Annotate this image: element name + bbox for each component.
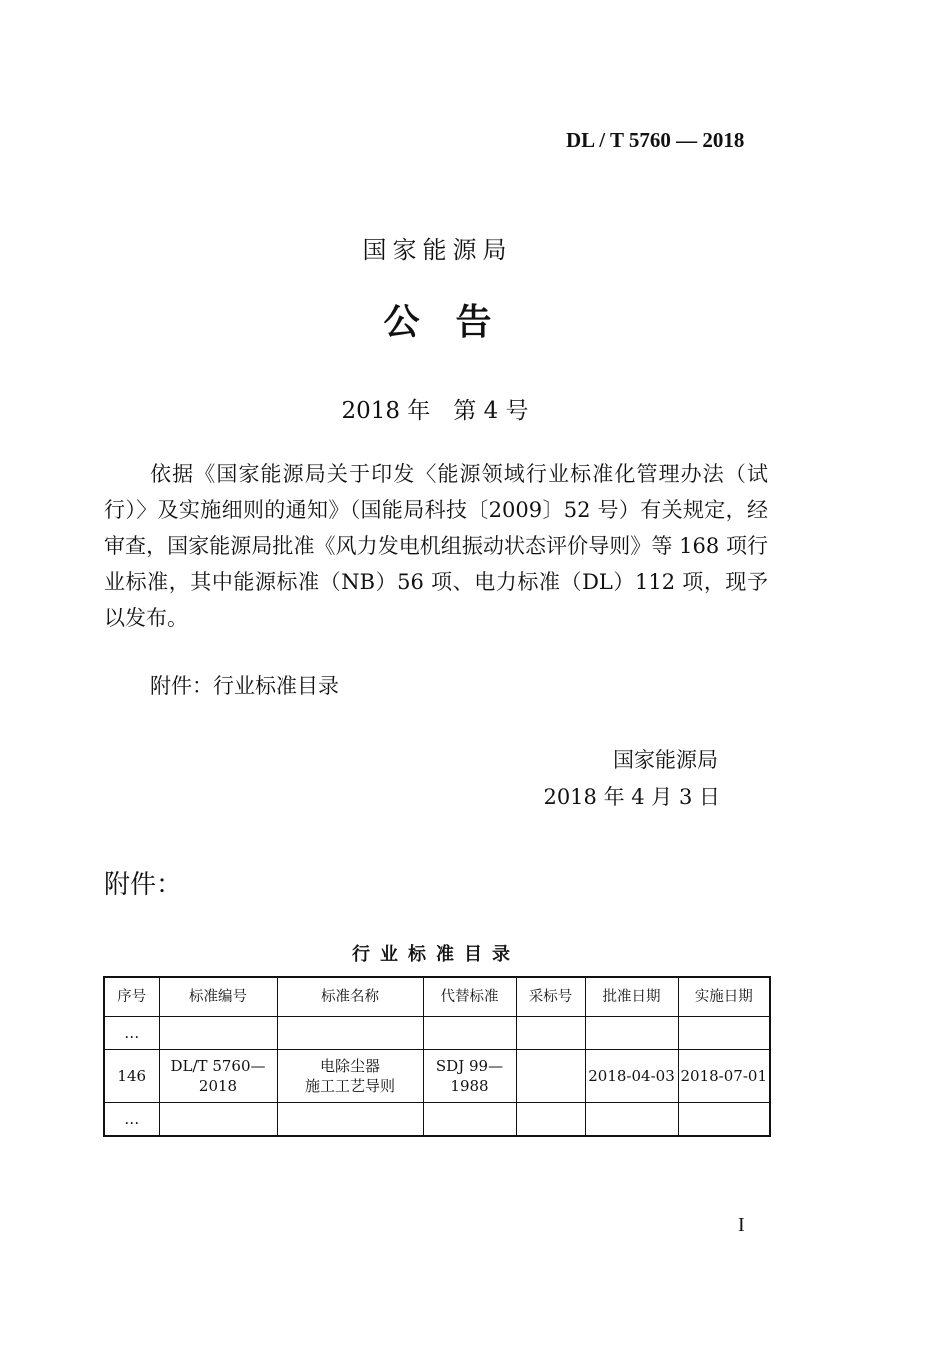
cell-replaces: [423, 1103, 516, 1137]
issuing-agency: 国家能源局: [362, 236, 513, 264]
notice-body: 依据《国家能源局关于印发〈能源领域行业标准化管理办法（试行）〉及实施细则的通知》（国能局科技〔2009〕52 号）有关规定，经审查，国家能源局批准《风力发电机组振动状态评价导则》等 168 项行业标准，其中能源标准（NB）56 项、电力标准（DL）112 项，现予以发布。: [104, 462, 768, 630]
table-title: 行业标准目录: [352, 944, 520, 965]
cell-name: [277, 1017, 423, 1050]
cell-name-line: 电除尘器: [319, 1057, 380, 1075]
page-number: I: [738, 1214, 745, 1236]
column-header: 批准日期: [585, 977, 678, 1017]
cell-replaces: [423, 1017, 516, 1050]
standards-table: [103, 976, 771, 1137]
cell-adopt: [516, 1050, 585, 1103]
cell-code-line: 2018: [198, 1077, 238, 1095]
attachment-reference: 附件：行业标准目录: [150, 674, 339, 698]
cell-approve-date: [585, 1103, 678, 1137]
cell-code: [159, 1017, 277, 1050]
column-header: 代替标准: [423, 977, 516, 1017]
cell-code: [159, 1103, 277, 1137]
cell-code: [159, 1050, 277, 1103]
signature-agency: 国家能源局: [613, 748, 718, 772]
table-header-row: [104, 977, 770, 1017]
attachment-heading: 附件：: [104, 870, 183, 900]
cell-name-line: 施工工艺导则: [304, 1077, 395, 1095]
notice-title: 公 告: [383, 302, 492, 343]
cell-replaces: [423, 1050, 516, 1103]
cell-seq: …: [104, 1103, 159, 1137]
table-row: [104, 1017, 770, 1050]
column-header: 实施日期: [678, 977, 770, 1017]
cell-seq: …: [104, 1017, 159, 1050]
signature-date: 2018 年 4 月 3 日: [543, 785, 720, 809]
standard-code: DL / T 5760 — 2018: [566, 128, 745, 152]
cell-replaces-line: SDJ 99—: [435, 1057, 504, 1075]
cell-adopt: [516, 1103, 585, 1137]
cell-seq: 146: [104, 1050, 159, 1103]
column-header: 采标号: [516, 977, 585, 1017]
table-row: [104, 1103, 770, 1137]
issue-number: 2018 年 第 4 号: [341, 398, 529, 424]
cell-name: [277, 1103, 423, 1137]
cell-code-line: DL/T 5760—: [170, 1057, 266, 1075]
cell-replaces-line: 1988: [450, 1077, 489, 1095]
cell-effective-date: [678, 1017, 770, 1050]
cell-name: [277, 1050, 423, 1103]
cell-effective-date: [678, 1103, 770, 1137]
cell-adopt: [516, 1017, 585, 1050]
column-header: 序号: [104, 977, 159, 1017]
cell-approve-date: [585, 1017, 678, 1050]
column-header: 标准名称: [277, 977, 423, 1017]
table-row: [104, 1050, 770, 1103]
cell-approve-date: 2018-04-03: [585, 1050, 678, 1103]
cell-effective-date: 2018-07-01: [678, 1050, 770, 1103]
column-header: 标准编号: [159, 977, 277, 1017]
